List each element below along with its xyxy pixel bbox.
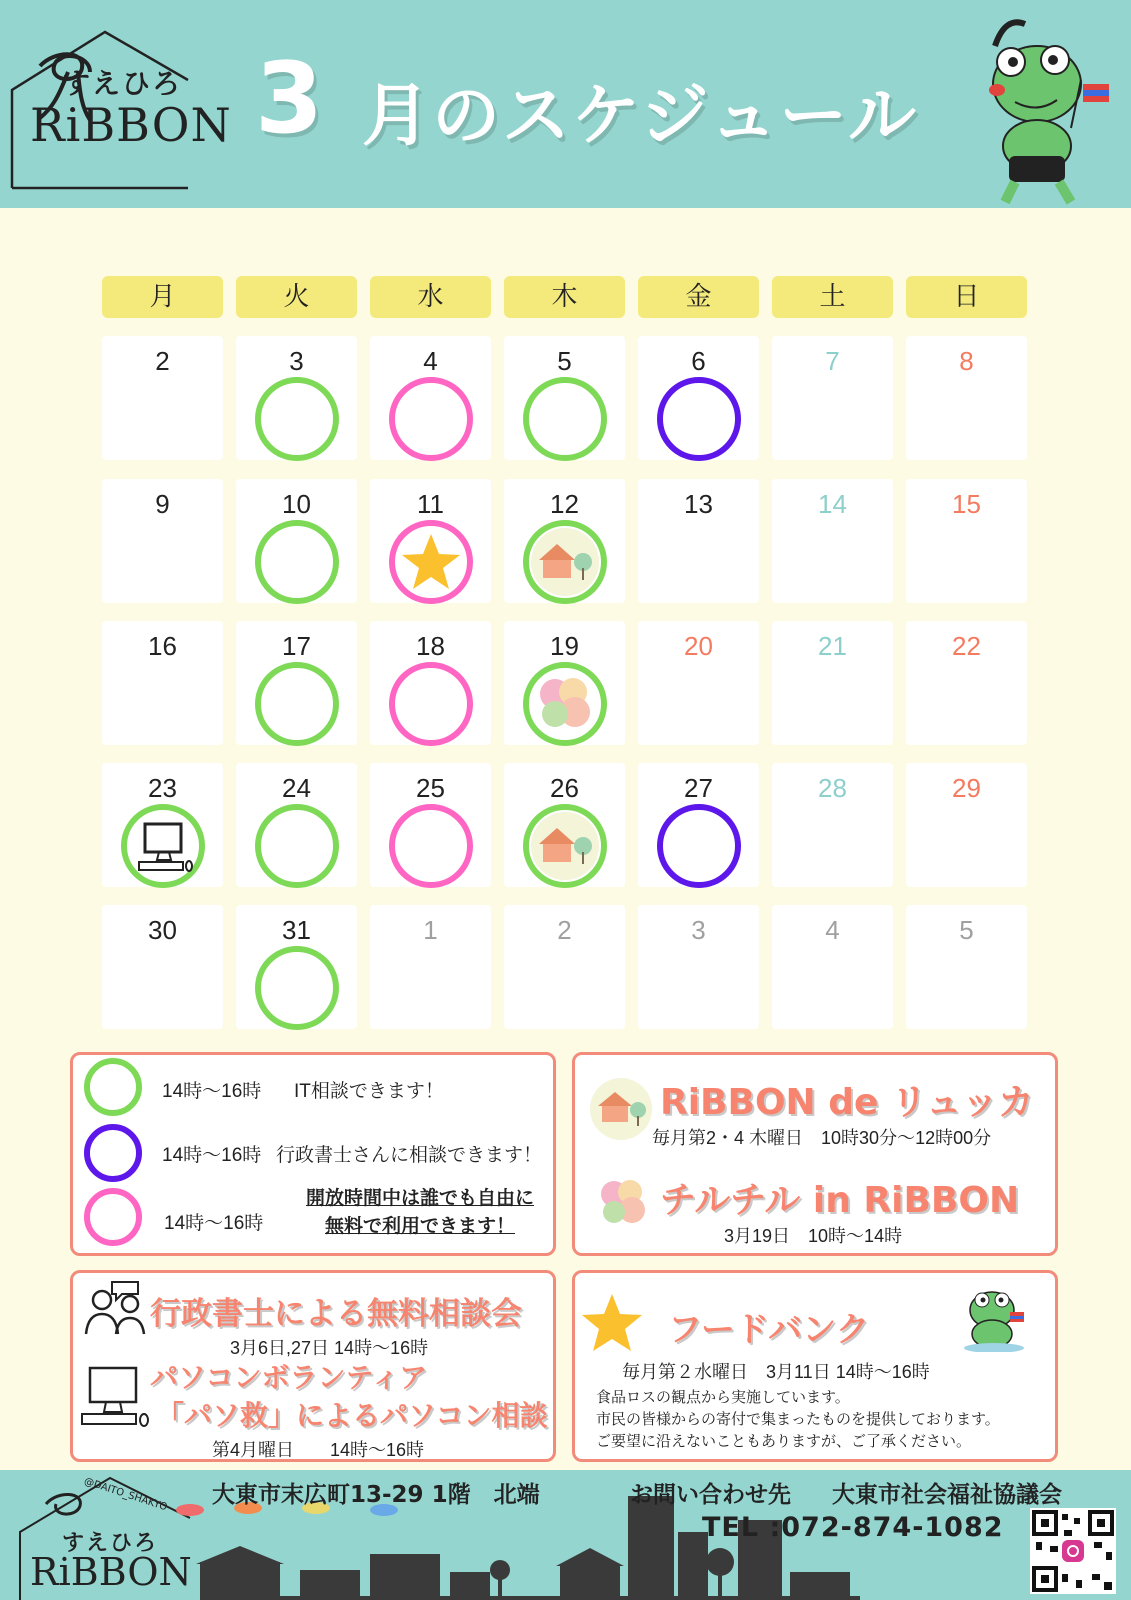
- purple-legend-time: 14時～16時: [162, 1145, 262, 1166]
- ryukka-schedule: 毎月第2・4 木曜日 10時30分～12時00分: [652, 1128, 992, 1148]
- weekday-label: 月: [102, 276, 223, 318]
- calendar-day-cell[interactable]: [638, 763, 759, 887]
- footer-contact-label: お問い合わせ先: [630, 1482, 791, 1508]
- ryukka-logo-icon: [588, 1076, 654, 1142]
- day-number: 14: [818, 489, 847, 519]
- calendar-day-cell[interactable]: [504, 336, 625, 460]
- green-circle-icon: [523, 377, 607, 461]
- month-number: 3: [255, 42, 324, 156]
- calendar-day-cell[interactable]: [772, 336, 893, 460]
- calendar-day-cell[interactable]: [236, 479, 357, 603]
- green-legend-time: 14時～16時: [162, 1081, 262, 1102]
- calendar-day-cell[interactable]: [906, 621, 1027, 745]
- calendar-day-cell[interactable]: [906, 763, 1027, 887]
- frog-gardening-icon: [962, 1280, 1026, 1352]
- day-number: 31: [282, 915, 311, 945]
- day-number: 10: [282, 489, 311, 519]
- day-number: 15: [952, 489, 981, 519]
- logo-title: RiBBON: [30, 98, 232, 152]
- day-number: 9: [155, 489, 170, 519]
- computer-icon: [127, 810, 199, 882]
- weekday-label: 金: [638, 276, 759, 318]
- pc-schedule: 第4月曜日 14時～16時: [212, 1440, 425, 1460]
- footer-address: 大東市末広町13-29 1階 北端: [212, 1482, 540, 1508]
- pc-title-line1: パソコンボランティア: [150, 1361, 428, 1394]
- day-number: 7: [825, 346, 840, 376]
- pink-circle-icon: [389, 520, 473, 604]
- pink-legend-time: 14時～16時: [164, 1213, 264, 1234]
- footer-credit: @DAITO_SHAKYO: [82, 1476, 169, 1514]
- calendar-day-cell[interactable]: [102, 905, 223, 1029]
- calendar-day-cell[interactable]: [772, 621, 893, 745]
- green-circle-icon: [255, 804, 339, 888]
- calendar-day-cell[interactable]: [236, 763, 357, 887]
- day-number: 23: [148, 773, 177, 803]
- day-number: 28: [818, 773, 847, 803]
- consultation-people-icon: [82, 1278, 148, 1338]
- day-number: 11: [417, 489, 444, 519]
- day-number: 26: [550, 773, 579, 803]
- day-number: 22: [952, 631, 981, 661]
- green-circle-icon: [523, 662, 607, 746]
- chiruchiru-schedule: 3月19日 10時～14時: [724, 1226, 903, 1246]
- day-number: 27: [684, 773, 713, 803]
- purple-circle-icon: [84, 1124, 142, 1182]
- day-number: 5: [959, 915, 974, 945]
- computer-icon: [80, 1366, 150, 1428]
- footer-logo-subtitle: すえひろ: [62, 1531, 159, 1556]
- purple-circle-icon: [657, 804, 741, 888]
- pink-circle-icon: [389, 377, 473, 461]
- day-number: 21: [818, 631, 847, 661]
- foodbank-note-1: 食品ロスの観点から実施しています。: [596, 1389, 850, 1406]
- weekday-label: 木: [504, 276, 625, 318]
- calendar-day-cell[interactable]: [370, 336, 491, 460]
- calendar-day-cell[interactable]: [772, 479, 893, 603]
- green-circle-icon: [255, 520, 339, 604]
- weekday-label: 土: [772, 276, 893, 318]
- day-number: 29: [952, 773, 981, 803]
- green-circle-icon: [255, 662, 339, 746]
- day-number: 17: [282, 631, 311, 661]
- day-number: 4: [423, 346, 438, 376]
- star-icon: [395, 526, 467, 598]
- calendar-day-cell[interactable]: [370, 479, 491, 603]
- calendar-day-cell[interactable]: [504, 763, 625, 887]
- consult-title: 行政書士による無料相談会: [150, 1296, 522, 1332]
- page-title: 月のスケジュール: [362, 77, 918, 156]
- purple-circle-icon: [657, 377, 741, 461]
- pc-title-line2: 「パソ救」によるパソコン相談: [156, 1399, 548, 1432]
- green-circle-icon: [523, 804, 607, 888]
- calendar-day-cell[interactable]: [102, 336, 223, 460]
- weekday-label: 火: [236, 276, 357, 318]
- calendar-day-cell[interactable]: [370, 621, 491, 745]
- calendar-day-cell[interactable]: [102, 621, 223, 745]
- day-number: 1: [423, 915, 438, 945]
- weekday-label: 水: [370, 276, 491, 318]
- foodbank-note-3: ご要望に沿えないこともありますが、ご了承ください。: [596, 1433, 972, 1450]
- day-number: 2: [557, 915, 572, 945]
- day-number: 6: [691, 346, 706, 376]
- day-number: 16: [148, 631, 177, 661]
- day-number: 4: [825, 915, 840, 945]
- footer-contact-org: 大東市社会福祉協議会: [832, 1482, 1062, 1508]
- consult-schedule: 3月6日,27日 14時～16時: [230, 1338, 429, 1358]
- green-circle-icon: [255, 946, 339, 1030]
- calendar-day-cell[interactable]: [370, 905, 491, 1029]
- star-icon: [580, 1292, 644, 1354]
- foodbank-note-2: 市民の皆様からの寄付で集まったものを提供しております。: [596, 1411, 1000, 1428]
- calendar-day-cell[interactable]: [236, 336, 357, 460]
- pink-legend-note-1: 開放時間中は誰でも自由に: [305, 1187, 534, 1209]
- calendar-day-cell[interactable]: [236, 621, 357, 745]
- pink-circle-icon: [389, 662, 473, 746]
- logo-subtitle: すえひろ: [62, 67, 183, 100]
- chiruchiru-logo-icon: [594, 1174, 650, 1230]
- calendar-day-cell[interactable]: [504, 905, 625, 1029]
- day-number: 18: [416, 631, 445, 661]
- day-number: 2: [155, 346, 170, 376]
- day-number: 12: [550, 489, 579, 519]
- day-number: 25: [416, 773, 445, 803]
- pink-circle-icon: [389, 804, 473, 888]
- foodbank-title: フードバンク: [668, 1310, 870, 1350]
- calendar-day-cell[interactable]: [504, 479, 625, 603]
- pink-legend-note-2: 無料で利用できます！: [324, 1215, 515, 1237]
- green-circle-icon: [121, 804, 205, 888]
- ryukka-title: RiBBON de リュッカ: [660, 1082, 1034, 1123]
- chiruchiru-title: チルチル in RiBBON: [660, 1180, 1020, 1221]
- calendar-day-cell[interactable]: [370, 763, 491, 887]
- ryukka-logo-icon: [529, 526, 601, 598]
- green-circle-icon: [523, 520, 607, 604]
- calendar-day-cell[interactable]: [102, 479, 223, 603]
- day-number: 5: [557, 346, 572, 376]
- green-legend-desc: IT相談できます！: [294, 1081, 444, 1102]
- calendar-day-cell[interactable]: [906, 479, 1027, 603]
- foodbank-schedule: 毎月第２水曜日 3月11日 14時～16時: [622, 1362, 930, 1382]
- chiruchiru-logo-icon: [529, 668, 601, 740]
- pink-circle-icon: [84, 1188, 142, 1246]
- green-circle-icon: [255, 377, 339, 461]
- day-number: 20: [684, 631, 713, 661]
- calendar-day-cell[interactable]: [772, 905, 893, 1029]
- footer-logo-title: RiBBON: [30, 1550, 192, 1594]
- qr-code-icon: [1030, 1508, 1116, 1594]
- day-number: 13: [684, 489, 713, 519]
- calendar-day-cell[interactable]: [504, 621, 625, 745]
- calendar-day-cell[interactable]: [638, 479, 759, 603]
- calendar-day-cell[interactable]: [638, 621, 759, 745]
- frog-mascot-icon: [975, 6, 1115, 206]
- day-number: 24: [282, 773, 311, 803]
- calendar-day-cell[interactable]: [102, 763, 223, 887]
- calendar-day-cell[interactable]: [906, 336, 1027, 460]
- weekday-label: 日: [906, 276, 1027, 318]
- day-number: 19: [550, 631, 579, 661]
- calendar-day-cell[interactable]: [638, 336, 759, 460]
- day-number: 30: [148, 915, 177, 945]
- qr-code[interactable]: [1030, 1508, 1116, 1594]
- green-circle-icon: [84, 1058, 142, 1116]
- day-number: 3: [691, 915, 706, 945]
- day-number: 3: [289, 346, 304, 376]
- calendar-day-cell[interactable]: [236, 905, 357, 1029]
- day-number: 8: [959, 346, 974, 376]
- purple-legend-desc: 行政書士さんに相談できます！: [276, 1145, 543, 1166]
- calendar-day-cell[interactable]: [772, 763, 893, 887]
- footer-phone: TEL :072-874-1082: [702, 1512, 1004, 1543]
- ryukka-logo-icon: [529, 810, 601, 882]
- calendar-day-cell[interactable]: [906, 905, 1027, 1029]
- calendar-day-cell[interactable]: [638, 905, 759, 1029]
